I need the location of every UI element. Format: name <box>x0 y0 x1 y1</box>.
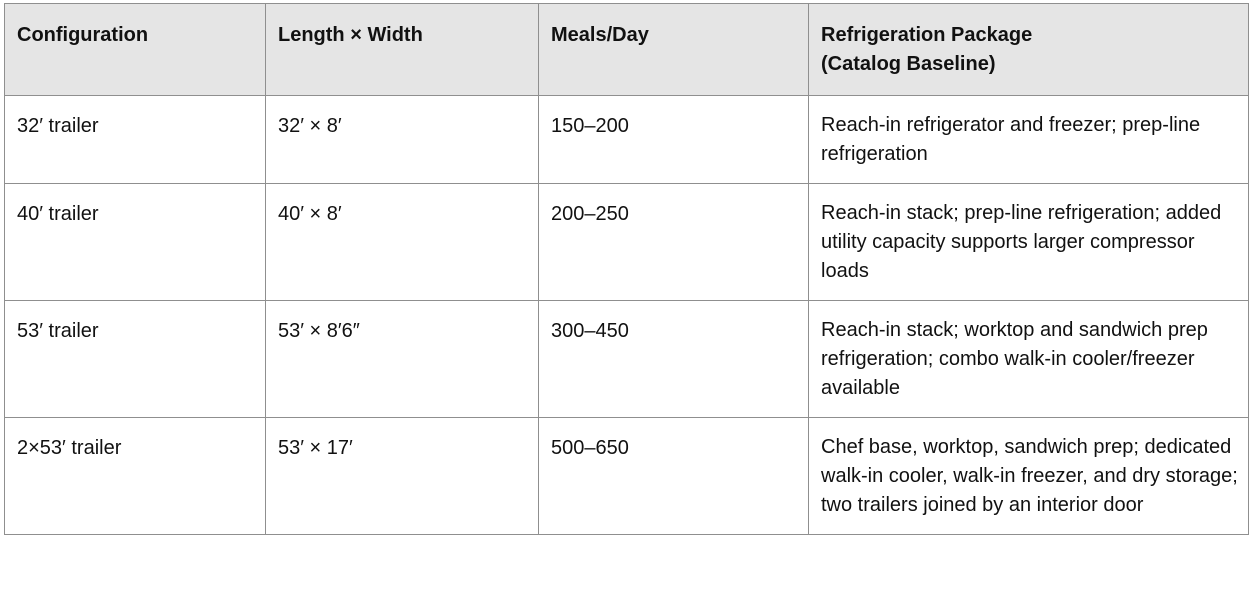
cell-meals-per-day: 300–450 <box>539 301 809 418</box>
cell-length-width: 40′ × 8′ <box>266 184 539 301</box>
cell-refrigeration-package: Reach-in refrigerator and freezer; prep-line refrigeration <box>809 96 1249 184</box>
table-row <box>5 96 1249 184</box>
cell-configuration: 40′ trailer <box>5 184 266 301</box>
cell-meals-per-day: 200–250 <box>539 184 809 301</box>
header-refrigeration-title: Refrigeration Package <box>821 24 1033 46</box>
table-row <box>5 301 1249 418</box>
header-refrigeration-package <box>809 4 1249 96</box>
cell-length-width: 53′ × 8′6″ <box>266 301 539 418</box>
cell-configuration: 53′ trailer <box>5 301 266 418</box>
header-length-width: Length × Width <box>266 4 539 96</box>
cell-meals-per-day: 500–650 <box>539 418 809 535</box>
table-header <box>5 4 1249 96</box>
cell-length-width: 53′ × 17′ <box>266 418 539 535</box>
cell-refrigeration-package: Chef base, worktop, sandwich prep; dedicated walk-in cooler, walk-in freezer, and dry storage; two trailers joined by an interior door <box>809 418 1249 535</box>
cell-meals-per-day: 150–200 <box>539 96 809 184</box>
cell-configuration: 32′ trailer <box>5 96 266 184</box>
trailer-configuration-table <box>4 3 1249 535</box>
header-configuration: Configuration <box>5 4 266 96</box>
header-refrigeration-subtitle: (Catalog Baseline) <box>821 53 996 75</box>
cell-refrigeration-package: Reach-in stack; prep-line refrigeration; added utility capacity supports larger compressor loads <box>809 184 1249 301</box>
table-row <box>5 418 1249 535</box>
header-row <box>5 4 1249 96</box>
cell-refrigeration-package: Reach-in stack; worktop and sandwich prep refrigeration; combo walk-in cooler/freezer available <box>809 301 1249 418</box>
header-meals-per-day: Meals/Day <box>539 4 809 96</box>
table-row <box>5 184 1249 301</box>
cell-length-width: 32′ × 8′ <box>266 96 539 184</box>
table-body <box>5 96 1249 535</box>
cell-configuration: 2×53′ trailer <box>5 418 266 535</box>
